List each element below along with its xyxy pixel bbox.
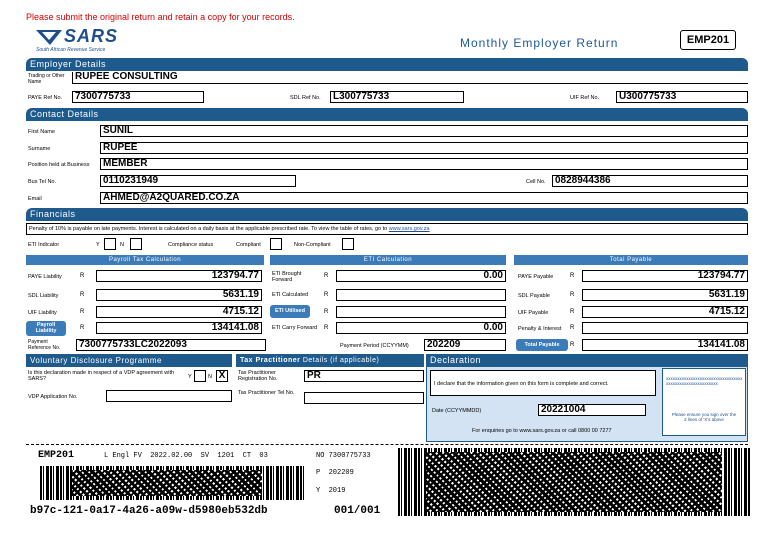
eti-bf-field[interactable]: 0.00 <box>336 270 506 282</box>
paye-payable-field[interactable]: 123794.77 <box>582 270 748 282</box>
tp-reg-field[interactable]: PR <box>304 370 424 382</box>
financials-header: Financials <box>26 208 748 221</box>
footer-divider <box>26 444 748 445</box>
paye-ref-field[interactable]: 7300775733 <box>72 91 204 103</box>
eti-utilised-r: R <box>324 309 329 315</box>
declaration-text: I declare that the information given on this form is complete and correct. <box>430 370 656 396</box>
uif-payable-r: R <box>570 309 575 315</box>
submission-notice: Please submit the original return and retain a copy for your records. <box>26 12 295 22</box>
paye-liability-field[interactable]: 123794.77 <box>96 270 262 282</box>
total-payable-field[interactable]: 134141.08 <box>582 339 748 351</box>
uif-payable-field[interactable]: 4715.12 <box>582 306 748 318</box>
compliant-label: Compliant <box>236 242 261 248</box>
logo-subtitle: South African Revenue Service <box>36 47 106 53</box>
trading-name-label: Trading or Other Name <box>28 73 65 85</box>
sdl-payable-r: R <box>570 292 575 298</box>
sdl-ref-field[interactable]: L300775733 <box>330 91 464 103</box>
penalty-interest-field[interactable] <box>582 322 748 334</box>
footer-page: 001/001 <box>334 505 381 517</box>
email-label: Email <box>28 196 42 202</box>
tax-practitioner-header <box>236 354 424 367</box>
uif-liability-field[interactable]: 4715.12 <box>96 306 262 318</box>
footer-period: P 202209 <box>316 469 354 477</box>
paye-payable-r: R <box>570 273 575 279</box>
eti-y-checkbox[interactable] <box>104 238 116 250</box>
sdl-payable-field[interactable]: 5631.19 <box>582 289 748 301</box>
paye-payable-label: PAYE Payable <box>518 274 554 280</box>
vdp-app-field[interactable] <box>106 390 232 402</box>
sars-emblem-icon <box>36 28 62 46</box>
declaration-header: Declaration <box>426 354 748 367</box>
trading-name-field[interactable]: RUPEE CONSULTING <box>72 72 748 84</box>
uif-liability-r: R <box>80 309 85 315</box>
first-name-label: First Name <box>28 129 55 135</box>
bus-tel-field[interactable]: 0110231949 <box>100 175 296 187</box>
paye-liability-r: R <box>80 273 85 279</box>
payroll-liability-label: Payroll Liability <box>26 321 66 336</box>
employer-details-header: Employer Details <box>26 58 748 71</box>
eti-bf-label: ETI Brought Forward <box>272 271 302 283</box>
eti-calculation-header: ETI Calculation <box>270 255 506 265</box>
non-compliant-checkbox[interactable] <box>342 238 354 250</box>
penalty-interest-label: Penalty & Interest <box>518 326 562 332</box>
surname-field[interactable]: RUPEE <box>100 142 748 154</box>
tp-reg-label: Tax Practitioner Registration No. <box>238 370 278 382</box>
tp-tel-field[interactable] <box>304 392 424 404</box>
eti-cf-label: ETI Carry Forward <box>272 325 318 331</box>
sdl-ref-label: SDL Ref No. <box>290 95 321 101</box>
vdp-header: Voluntary Disclosure Programme <box>26 354 232 367</box>
footer-no: NO 7300775733 <box>316 452 371 460</box>
footer-2d-code-left <box>72 470 262 496</box>
position-field[interactable]: MEMBER <box>100 158 748 170</box>
paye-liability-label: PAYE Liability <box>28 274 62 280</box>
uif-payable-label: UIF Payable <box>518 310 549 316</box>
total-payable-header: Total Payable <box>514 255 748 265</box>
bus-tel-label: Bus Tel No. <box>28 179 57 185</box>
compliance-status-label: Compliance status <box>168 242 214 248</box>
eti-utilised-label: ETI Utilised <box>270 305 310 318</box>
sdl-liability-r: R <box>80 292 85 298</box>
penalty-note-text: Penalty of 10% is payable on late payments. Interest is calculated on a daily basis at the applicable prescribed rate. To view the table of rates, go to <box>29 226 389 232</box>
footer-uid: b97c-121-0a17-4a26-a09w-d5980eb532db <box>30 505 268 517</box>
cell-label: Cell No. <box>526 179 546 185</box>
declaration-date-field[interactable]: 20221004 <box>538 404 646 416</box>
sdl-liability-field[interactable]: 5631.19 <box>96 289 262 301</box>
payment-ref-label: Payment Reference No. <box>28 339 61 351</box>
tax-practitioner-subtitle: Details (if applicable) <box>300 357 380 364</box>
eti-n-label: N <box>120 242 124 248</box>
vdp-n-checkbox[interactable]: X <box>216 370 228 382</box>
eti-calculated-r: R <box>324 292 329 298</box>
eti-y-label: Y <box>96 242 100 248</box>
sdl-payable-label: SDL Payable <box>518 293 550 299</box>
sars-logo <box>36 26 146 56</box>
eti-cf-r: R <box>324 325 329 331</box>
signature-note: Please ensure you sign over the 2 lines of 'X's above <box>671 412 737 422</box>
eti-indicator-label: ETI Indicator <box>28 242 60 248</box>
eti-n-checkbox[interactable] <box>130 238 142 250</box>
payroll-tax-header: Payroll Tax Calculation <box>26 255 264 265</box>
uif-liability-label: UIF Liability <box>28 310 57 316</box>
payment-period-label: Payment Period (CCYYMM) <box>340 343 409 349</box>
vdp-y-label: Y <box>188 374 192 380</box>
payroll-liability-r: R <box>80 325 85 331</box>
eti-calculated-label: ETI Calculated <box>272 292 309 298</box>
compliant-checkbox[interactable] <box>270 238 282 250</box>
eti-bf-r: R <box>324 273 329 279</box>
surname-label: Surname <box>28 146 51 152</box>
payment-period-field[interactable]: 202209 <box>424 339 506 351</box>
eti-utilised-field[interactable] <box>336 306 506 318</box>
uif-ref-field[interactable]: U300775733 <box>616 91 748 103</box>
sars-website-link[interactable]: www.sars.gov.za <box>388 226 430 232</box>
non-compliant-label: Non-Compliant <box>294 242 331 248</box>
payment-ref-field[interactable]: 7300775733LC2022093 <box>76 339 266 351</box>
cell-field[interactable]: 0828944386 <box>552 175 748 187</box>
penalty-interest-r: R <box>570 325 575 331</box>
vdp-question: Is this declaration made in respect of a VDP agreement with SARS? <box>28 370 175 382</box>
total-payable-r: R <box>570 342 575 348</box>
tp-tel-label: Tax Practitioner Tel No. <box>238 390 295 396</box>
logo-text: SARS <box>64 26 119 46</box>
signature-line: xxxxxxxxxxxxxxxxxxxxxxxxxxxxxxxxxxxxxxxxxxxxxxxxxxxxxxxxx <box>666 376 743 386</box>
contact-details-header: Contact Details <box>26 108 748 121</box>
footer-year: Y 2019 <box>316 487 346 495</box>
email-field[interactable]: AHMED@A2QUARED.CO.ZA <box>100 192 748 204</box>
position-label: Position held at Business <box>28 162 90 168</box>
total-payable-label: Total Payable <box>516 339 568 351</box>
payroll-liability-field[interactable]: 134141.08 <box>96 322 262 334</box>
vdp-app-label: VDP Application No. <box>28 394 78 400</box>
enquiries-note: For enquiries go to www.sars.gov.za or call 0800 00 7277 <box>472 428 612 434</box>
form-code: EMP201 <box>680 30 736 50</box>
vdp-n-label: N <box>208 374 212 380</box>
footer-2d-code-right <box>426 452 722 512</box>
first-name-field[interactable]: SUNIL <box>100 125 748 137</box>
paye-ref-label: PAYE Ref No. <box>28 95 63 101</box>
eti-calculated-field[interactable] <box>336 289 506 301</box>
uif-ref-label: UIF Ref No. <box>570 95 600 101</box>
tax-practitioner-title: Tax Practitioner <box>240 357 301 364</box>
footer-meta: L Engl FV 2022.02.00 SV 1201 CT 03 <box>104 452 268 460</box>
footer-code: EMP201 <box>38 450 75 461</box>
form-title: Monthly Employer Return <box>460 36 619 50</box>
eti-cf-field[interactable]: 0.00 <box>336 322 506 334</box>
declaration-date-label: Date (CCYYMMDD) <box>432 408 482 414</box>
penalty-note <box>26 223 748 235</box>
sdl-liability-label: SDL Liability <box>28 293 59 299</box>
vdp-y-checkbox[interactable] <box>194 370 206 382</box>
